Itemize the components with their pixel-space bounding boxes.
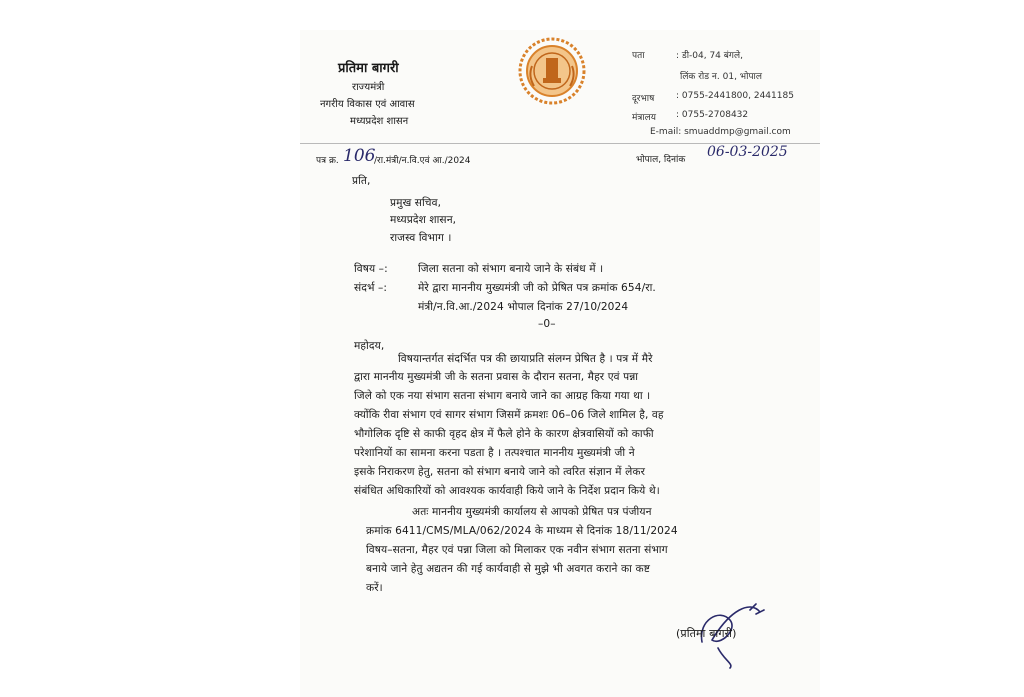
ref-number: 106 [343,146,376,166]
recipient-line2: मध्यप्रदेश शासन, [390,214,457,226]
address-line1: : डी-04, 74 बंगले, [676,51,743,61]
body-line: जिले को एक नया संभाग सतना संभाग बनाये जाने का आग्रह किया गया था । [354,390,651,402]
salutation: महोदय, [354,340,385,352]
body-line: बनाये जाने हेतु अद्यतन की गई कार्यवाही से मुझे भी अवगत कराने का कष्ट [366,563,650,575]
email-address: E-mail: smuaddmp@gmail.com [650,127,791,137]
body-line: करें। [366,582,383,594]
body-line: संबंधित अधिकारियों को आवश्यक कार्यवाही किये जाने के निर्देश प्रदान किये थे। [354,485,660,497]
phone-number: : 0755-2441800, 2441185 [676,91,794,101]
body-line: क्रमांक 6411/CMS/MLA/062/2024 के माध्यम से दिनांक 18/11/2024 [366,525,678,537]
body-line: विषयान्तर्गत संदर्भित पत्र की छायाप्रति संलग्न प्रेषित है । पत्र में मैरे [398,353,653,365]
ministry-phone: : 0755-2708432 [676,110,749,120]
body-line: परेशानियों का सामना करना पडता है । तत्पश्चात माननीय मुख्यमंत्री जी ने [354,447,635,459]
body-line: भौगोलिक दृष्टि से काफी वृहद क्षेत्र में फैले होने के कारण क्षेत्रवासियों को काफी [354,428,654,440]
subject-label: विषय –: [354,263,388,275]
signatory-name: (प्रतिमा बागरी) [676,627,737,640]
ref-suffix: /रा.मंत्री/न.वि.एवं आ./2024 [374,156,471,166]
sender-government: मध्यप्रदेश शासन [350,116,409,127]
mp-emblem-icon [518,36,586,106]
sender-designation: राज्यमंत्री [352,82,385,93]
body-line: क्योंकि रीवा संभाग एवं सागर संभाग जिसमें क्रमशः 06–06 जिले शामिल है, वह [354,409,664,421]
ref-prefix: पत्र क्र. [316,156,339,166]
recipient-line3: राजस्व विभाग । [390,232,452,244]
date-label: भोपाल, दिनांक [636,155,686,165]
body-line: द्वारा माननीय मुख्यमंत्री जी के सतना प्रवास के दौरान सतना, मैहर एवं पन्ना [354,371,639,383]
separator-mark: –0– [538,318,556,330]
body-line: विषय–सतना, मैहर एवं पन्ना जिला को मिलाकर एक नवीन संभाग सतना संभाग [366,544,668,556]
address-label: पता [632,51,645,61]
address-line2: लिंक रोड न. 01, भोपाल [680,72,762,82]
recipient-line1: प्रमुख सचिव, [390,197,442,209]
reference-label: संदर्भ –: [354,282,388,294]
sender-name: प्रतिमा बागरी [338,61,399,76]
prati-label: प्रति, [352,175,371,187]
reference-line1: मेरे द्वारा माननीय मुख्यमंत्री जी को प्रेषित पत्र क्रमांक 654/रा. [418,282,656,294]
subject-text: जिला सतना को संभाग बनाये जाने के संबंध में । [418,263,604,275]
phone-label: दूरभाष [632,94,655,104]
letter-date: 06-03-2025 [707,144,788,160]
body-line: अतः माननीय मुख्यमंत्री कार्यालय से आपको प्रेषित पत्र पंजीयन [412,506,652,518]
reference-line2: मंत्री/न.वि.आ./2024 भोपाल दिनांक 27/10/2024 [418,301,629,313]
body-line: इसके निराकरण हेतु, सतना को संभाग बनाये जाने को त्वरित संज्ञान में लेकर [354,466,646,478]
sender-department: नगरीय विकास एवं आवास [320,99,415,110]
ministry-label: मंत्रालय [632,113,657,123]
